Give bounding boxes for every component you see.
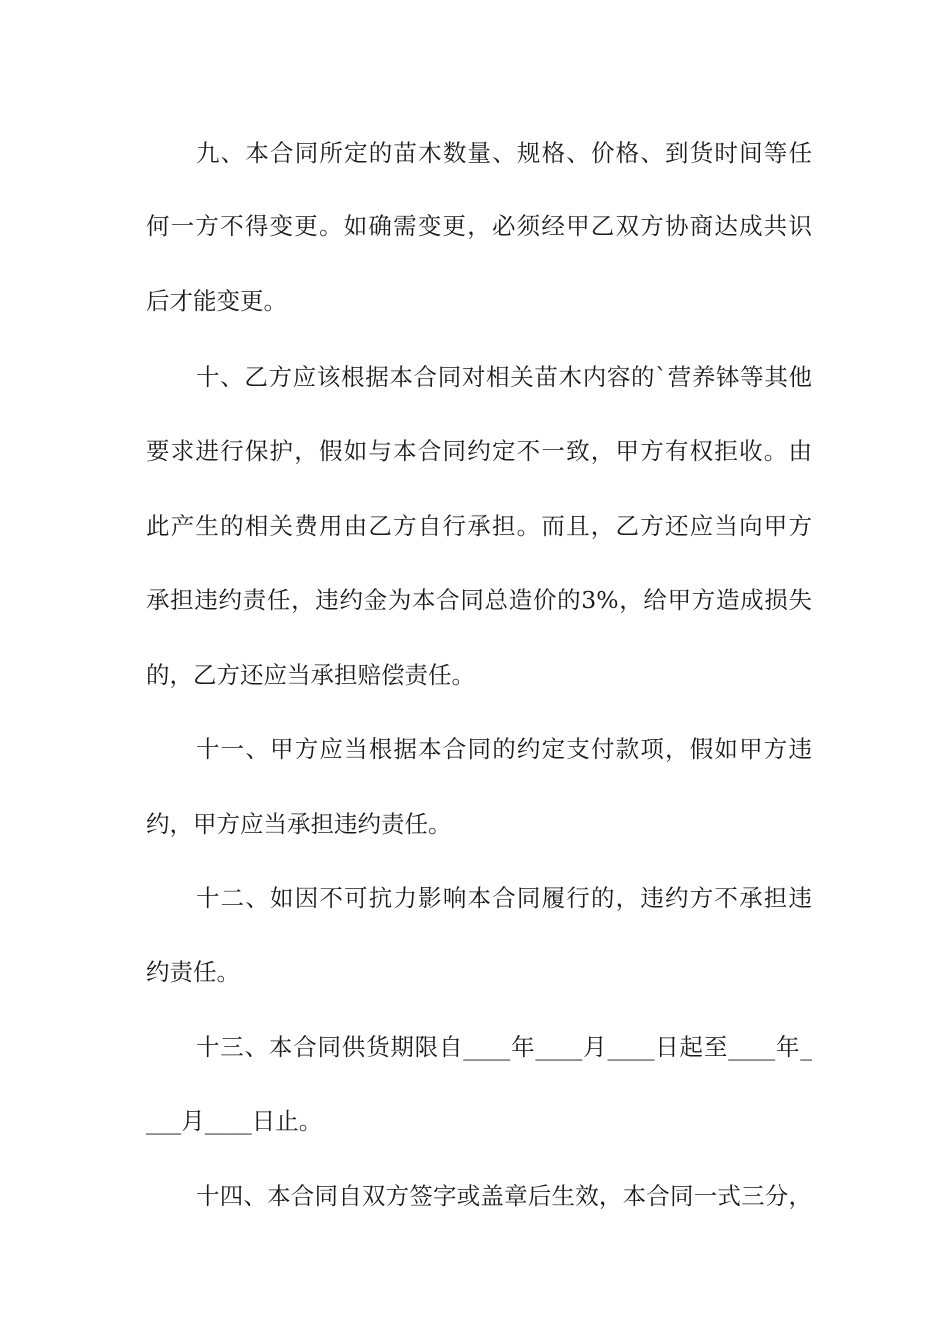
clause-10-line-1: 十、乙方应该根据本合同对相关苗木内容的`营养钵等其他 — [196, 363, 812, 391]
clause-10-line-2: 要求进行保护，假如与本合同约定不一致，甲方有权拒收。由 — [146, 437, 812, 465]
clause-14-line-1: 十四、本合同自双方签字或盖章后生效，本合同一式三分， — [196, 1182, 812, 1210]
clause-9-line-1: 九、本合同所定的苗木数量、规格、价格、到货时间等任 — [196, 139, 812, 167]
clause-12-line-2: 约责任。 — [146, 958, 240, 986]
clause-13-line-2: ___月____日止。 — [146, 1107, 323, 1135]
clause-12-line-1: 十二、如因不可抗力影响本合同履行的，违约方不承担违 — [196, 884, 812, 912]
clause-10-line-4: 承担违约责任，违约金为本合同总造价的3%，给甲方造成损失 — [146, 586, 812, 614]
clause-10-line-3: 此产生的相关费用由乙方自行承担。而且，乙方还应当向甲方 — [146, 512, 812, 540]
clause-11-line-1: 十一、甲方应当根据本合同的约定支付款项，假如甲方违 — [196, 735, 812, 763]
clause-11-line-2: 约，甲方应当承担违约责任。 — [146, 810, 452, 838]
clause-9-line-2: 何一方不得变更。如确需变更，必须经甲乙双方协商达成共识 — [146, 212, 812, 240]
clause-13-line-1: 十三、本合同供货期限自____年____月____日起至____年_ — [196, 1033, 812, 1061]
clause-9-line-3: 后才能变更。 — [146, 287, 287, 315]
clause-10-line-5: 的，乙方还应当承担赔偿责任。 — [146, 661, 475, 689]
